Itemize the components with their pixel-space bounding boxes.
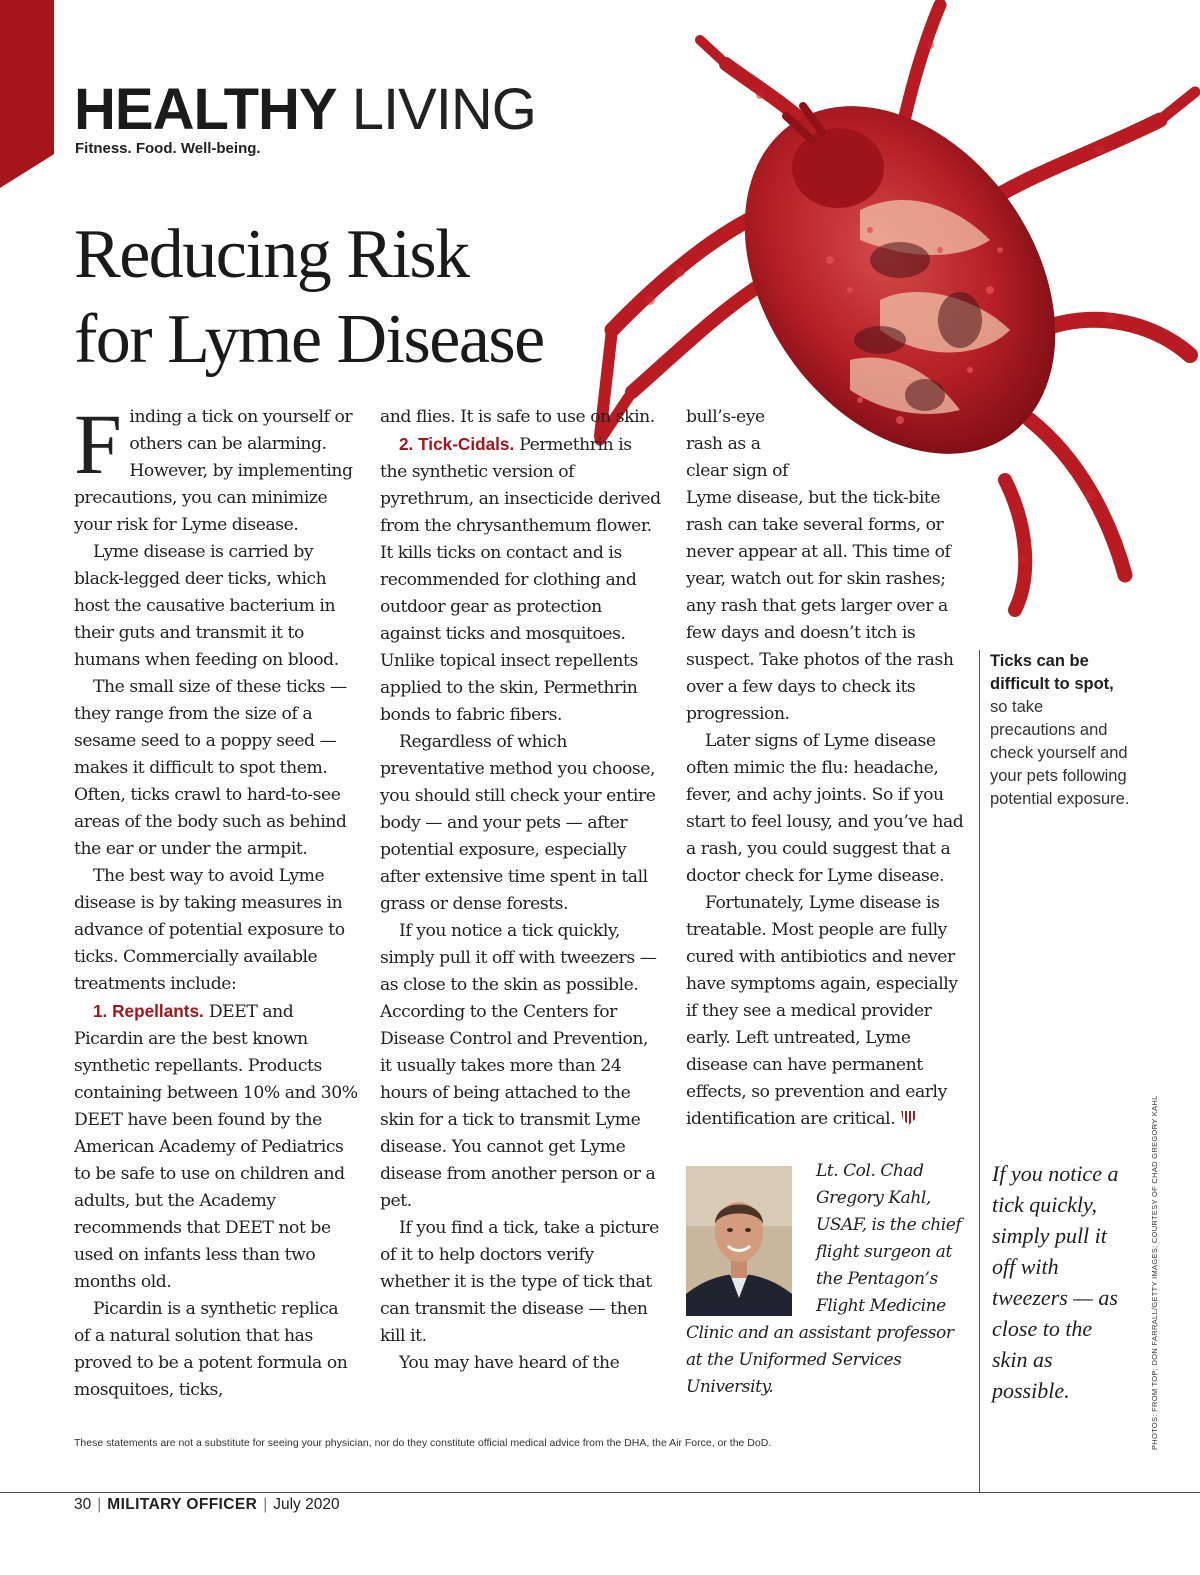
- photo-caption: [990, 650, 1130, 811]
- article-paragraph: Lyme disease is carried by black-legged deer ticks, which host the causative bacterium in their guts and transmit it to humans when feeding on blood.: [74, 542, 339, 670]
- page-number: 30: [74, 1496, 92, 1513]
- paragraph-text: the tick-bite rash can take several forms, or never appear at all. This time of year, watch out for skin rashes; any rash that gets larger over a few days and doesn’t itch is suspect. Take photos of the rash over a few days to check its progression.: [686, 488, 954, 724]
- paragraph-text: DEET and Picardin are the best known synthetic repellants. Products containing between 10% and 30% DEET have been found by the American Academy of Pediatrics to be safe to use on children and adults, but the Academy recommends that DEET not be used on infants less than two months old.: [74, 1002, 358, 1292]
- caption-text: so take precautions and check yourself and your pets following potential exposure.: [990, 698, 1130, 808]
- section-color-tab: [0, 0, 54, 188]
- pull-quote: If you notice a tick quickly, simply pull it off with tweezers — as close to the skin as possible.: [992, 1161, 1119, 1403]
- sidebar-divider: [979, 650, 980, 1492]
- article-paragraph: You may have heard of the: [399, 1353, 620, 1373]
- paragraph-text: clear sign of: [686, 461, 788, 481]
- section-title-bold: HEALTHY: [74, 77, 337, 142]
- page-footer: [74, 1496, 340, 1514]
- paragraph-text: Fortunately, Lyme disease is treatable. Most people are fully cured with antibiotics and never have symptoms again, especially if they see a medical provider early. Left untreated, Lyme disease can have permanent effects, so prevention and early identification are critical.: [686, 893, 958, 1129]
- paragraph-text: inding a tick on yourself or others can be alarming. However, by implementing precautions, you can minimize your risk for Lyme disease.: [74, 407, 353, 535]
- article-paragraph: [686, 890, 970, 1133]
- drop-cap: F: [74, 396, 122, 492]
- article-paragraph: If you notice a tick quickly, simply pull it off with tweezers — as close to the skin as possible. According to the Centers for Disease Control and Prevention, it usually takes more than 24 hours of being attached to the skin for a tick to transmit Lyme disease. You cannot get Lyme disease from another person or a pet.: [380, 921, 657, 1211]
- article-column-3: [686, 404, 970, 1133]
- section-tagline: Fitness. Food. Well-being.: [75, 140, 261, 157]
- section-title: [74, 78, 536, 142]
- article-paragraph: Later signs of Lyme disease often mimic the flu: headache, fever, and achy joints. So if you start to feel lousy, and you’ve had a rash, you could suggest that a doctor check for Lyme disease.: [686, 731, 964, 886]
- paragraph-text: rash as a: [686, 434, 761, 454]
- article-paragraph: [380, 431, 662, 729]
- article-paragraph: Picardin is a synthetic replica of a natural solution that has proved to be a potent formula on mosquitoes, ticks,: [74, 1299, 348, 1400]
- paragraph-text: Permethrin is the synthetic version of pyrethrum, an insecticide derived from the chrysanthemum flower. It kills ticks on contact and is recommended for clothing and outdoor gear as protection against ticks and mosquitoes. Unlike topical insect repellents applied to the skin, Permethrin bonds to fabric fibers.: [380, 435, 661, 725]
- headline-line-2: for Lyme Disease: [74, 301, 544, 378]
- article-column-1: [74, 396, 358, 1404]
- author-bio-text: Lt. Col. Chad Gregory Kahl, USAF, is the chief flight surgeon at the Pentagon’s Flight Medicine Clinic and an assistant professor at the Uniformed Services University.: [686, 1161, 962, 1397]
- footer-rule: [0, 1492, 1200, 1493]
- article-paragraph: [686, 404, 970, 728]
- photo-credit: PHOTOS: FROM TOP: DON FARRALL/GETTY IMAGES; COURTESY OF CHAD GREGORY KAHL: [1150, 1095, 1159, 1450]
- section-title-light: LIVING: [351, 77, 536, 142]
- repellants-lead-in: 1. Repellants.: [93, 1001, 204, 1021]
- disclaimer: These statements are not a substitute for seeing your physician, nor do they constitute official medical advice from the DHA, the Air Force, or the DoD.: [74, 1437, 772, 1449]
- article-paragraph: If you find a tick, take a picture of it to help doctors verify whether it is the type of tick that can transmit the disease — then kill it.: [380, 1218, 659, 1346]
- article-paragraph: The best way to avoid Lyme disease is by taking measures in advance of potential exposure to ticks. Commercially available treatments include:: [74, 866, 345, 994]
- end-mark-icon: [901, 1111, 916, 1125]
- article-paragraph: and flies. It is safe to use on skin.: [380, 407, 655, 427]
- author-bio: [686, 1158, 971, 1401]
- footer-separator: |: [263, 1496, 268, 1513]
- magazine-name: MILITARY OFFICER: [107, 1496, 258, 1513]
- article-paragraph: [74, 396, 358, 539]
- article-paragraph: The small size of these ticks — they range from the size of a sesame seed to a poppy seed — makes it difficult to spot them. Often, ticks crawl to hard-to-see areas of the body such as behind the ear or under the armpit.: [74, 677, 347, 859]
- tick-cidals-lead-in: 2. Tick-Cidals.: [399, 434, 515, 454]
- article-paragraph: Regardless of which preventative method you choose, you should still check your entire body — and your pets — after potential exposure, especially after extensive time spent in tall grass or dense forests.: [380, 732, 656, 914]
- headline-line-1: Reducing Risk: [74, 216, 469, 293]
- footer-separator: |: [97, 1496, 102, 1513]
- article-headline: [74, 212, 634, 382]
- article-paragraph: [74, 998, 358, 1296]
- author-portrait: [686, 1166, 792, 1316]
- caption-bold: Ticks can be difficult to spot,: [990, 652, 1114, 693]
- paragraph-text: bull’s-eye: [686, 407, 765, 427]
- article-column-2: [380, 404, 662, 1377]
- paragraph-text: Lyme disease, but: [686, 488, 836, 508]
- issue-date: July 2020: [273, 1496, 340, 1513]
